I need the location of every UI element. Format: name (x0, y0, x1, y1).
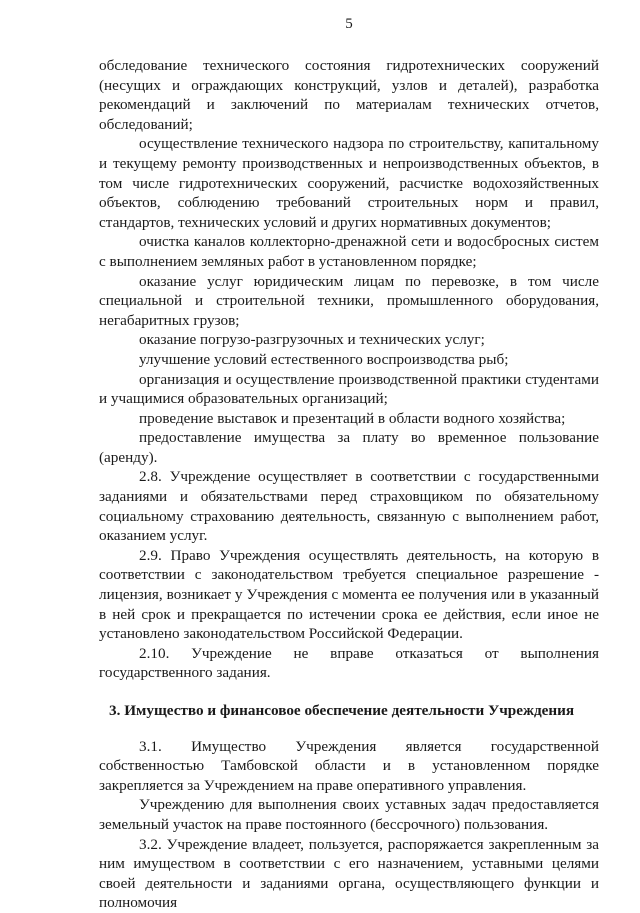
paragraph: предоставление имущества за плату во временное пользование (аренду). (99, 429, 599, 466)
paragraph: улучшение условий естественного воспроизводства рыб; (139, 350, 509, 368)
paragraph-3-1: 3.1. Имущество Учреждения является государственной собственностью Тамбовской области и в установленном порядке закрепляется за Учреждением на праве оперативного управления. (99, 737, 599, 794)
paragraph-2-9: 2.9. Право Учреждения осуществлять деятельность, на которую в соответствии с законодательством требуется специальное разрешение - лицензия, возникает у Учреждения с момента ее получения или в указанный в ней срок и прекращается по истечении срока ее действия, если иное не установлено законодательством Российской Федерации. (99, 546, 599, 643)
paragraph: осуществление технического надзора по строительству, капитальному и текущему ремонту производственных и непроизводственных объектов, в том числе гидротехнических сооружений, расчистке водохозяйственных объектов, соблюдению требований строительных норм и правил, стандартов, технических условий и других нормативных документов; (99, 135, 599, 231)
paragraph-3-2: 3.2. Учреждение владеет, пользуется, распоряжается закрепленным за ним имуществом в соответствии с его назначением, уставными целями своей деятельности и заданиями органа, осуществляющего функции и полномочия (99, 835, 599, 912)
paragraph: оказание погрузо-разгрузочных и технических услуг; (139, 331, 485, 349)
paragraph: очистка каналов коллекторно-дренажной сети и водосбросных систем с выполнением земляных работ в установленном порядке; (99, 233, 599, 270)
section-heading: 3. Имущество и финансовое обеспечение деятельности Учреждения (109, 702, 575, 719)
paragraph: оказание услуг юридическим лицам по перевозке, в том числе специальной и строительной техники, промышленного оборудования, негабаритных грузов; (99, 272, 599, 329)
document-body (99, 56, 599, 913)
paragraph: обследование технического состояния гидротехнических сооружений (несущих и ограждающих конструкций, узлов и деталей), разработка рекомендаций и заключений по материалам технических отчетов, обследований; (99, 57, 599, 133)
paragraph: проведение выставок и презентаций в области водного хозяйства; (139, 409, 566, 427)
paragraph: Учреждению для выполнения своих уставных задач предоставляется земельный участок на праве постоянного (бессрочного) пользования. (99, 796, 599, 833)
paragraph-2-10: 2.10. Учреждение не вправе отказаться от выполнения государственного задания. (99, 644, 599, 682)
paragraph-2-8: 2.8. Учреждение осуществляет в соответствии с государственными заданиями и обязательствами перед страховщиком по обязательному социальному страхованию деятельность, связанную с выполнением работ, оказанием услуг. (99, 468, 599, 545)
paragraph: организация и осуществление производственной практики студентами и учащимися образовательных организаций; (99, 370, 599, 408)
page-number: 5 (345, 16, 353, 32)
